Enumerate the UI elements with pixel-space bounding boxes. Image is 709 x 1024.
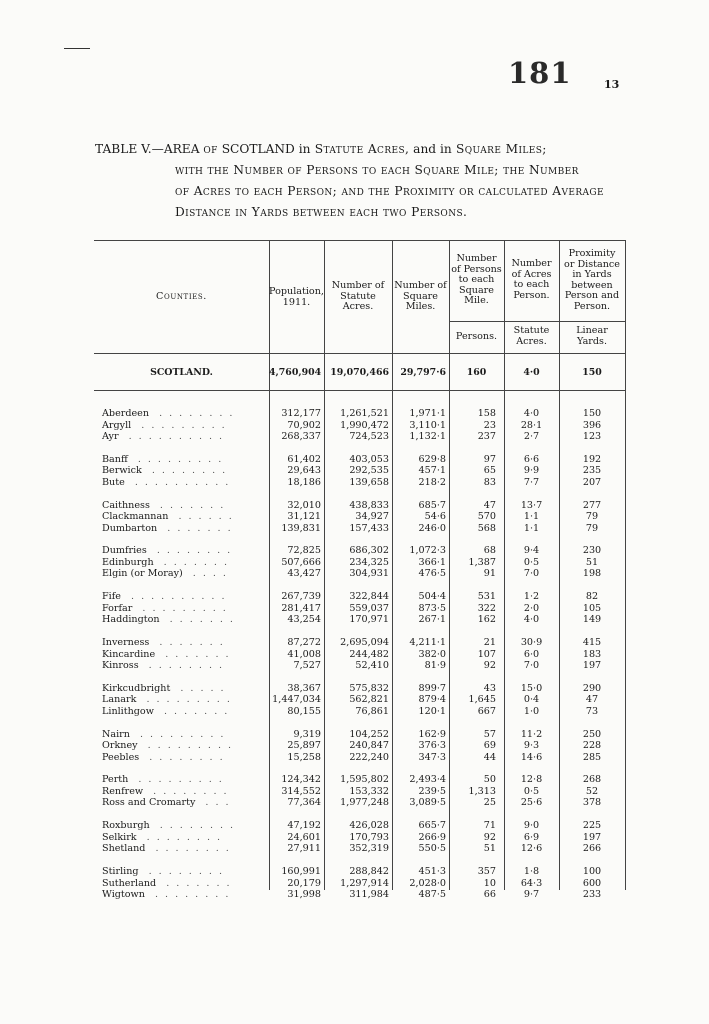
county-proximity: 197: [582, 831, 602, 843]
county-name: Inverness .......: [102, 637, 230, 648]
county-miles: 54·6: [424, 511, 446, 523]
county-acres-per: 11·2: [520, 728, 543, 740]
county-name: Kirkcudbright .....: [102, 682, 231, 694]
county-miles: 3,110·1: [409, 419, 446, 431]
county-proximity: 149: [582, 614, 602, 626]
county-name: Nairn .........: [102, 728, 231, 740]
county-acres-per: 1·1: [523, 511, 540, 523]
county-acres-per: 1·1: [523, 522, 540, 534]
subheader-linear-yards: Linear Yards.: [576, 325, 608, 347]
county-population: 124,342: [281, 774, 321, 786]
county-acres-per: 7·7: [523, 476, 540, 488]
county-acres: 52,410: [355, 660, 389, 671]
county-proximity: 150: [582, 408, 602, 419]
county-population: 314,552: [281, 785, 321, 797]
county-acres-per: 4·0: [523, 408, 540, 419]
county-acres: 288,842: [349, 866, 389, 877]
county-name: Fife ..........: [102, 591, 232, 603]
county-acres: 352,319: [349, 843, 389, 855]
county-name: Haddington .......: [102, 614, 240, 626]
county-acres: 311,984: [349, 889, 389, 900]
county-proximity: 73: [585, 705, 599, 717]
county-acres-per: 1·0: [523, 705, 540, 717]
county-name: Clackmannan ......: [102, 511, 239, 523]
county-proximity: 285: [582, 751, 602, 763]
county-persons: 43: [483, 682, 496, 694]
county-acres-per: 0·5: [523, 785, 540, 797]
county-acres: 104,252: [349, 728, 389, 740]
title-line-4: Distance in Yards between each two Persons.: [175, 205, 468, 219]
county-population: 160,991: [281, 866, 321, 877]
county-acres: 1,990,472: [340, 419, 389, 431]
county-name: Dumbarton .......: [102, 522, 238, 534]
county-acres: 322,844: [349, 591, 389, 603]
county-persons: 1,313: [468, 785, 496, 797]
county-population: 20,179: [287, 877, 321, 889]
county-miles: 1,132·1: [409, 431, 446, 442]
county-population: 27,911: [287, 843, 321, 855]
county-population: 61,402: [287, 453, 321, 465]
county-acres-per: 0·4: [523, 694, 540, 706]
county-acres-per: 25·6: [520, 797, 543, 809]
county-acres: 1,261,521: [340, 408, 389, 419]
county-acres-per: 6·0: [523, 648, 540, 660]
county-miles: 550·5: [418, 843, 446, 855]
county-proximity: 268: [582, 774, 602, 786]
county-miles: 476·5: [418, 568, 446, 580]
county-acres: 304,931: [349, 568, 389, 580]
county-acres-per: 9·4: [523, 545, 540, 557]
county-acres-per: 1·8: [523, 866, 540, 877]
county-name: Dumfries ........: [102, 545, 238, 557]
county-acres-per: 7·0: [523, 568, 540, 580]
county-persons: 158: [477, 408, 496, 419]
county-proximity: 230: [582, 545, 602, 557]
county-name: Berwick ........: [102, 465, 233, 477]
county-proximity: 225: [582, 820, 602, 832]
county-population: 312,177: [281, 408, 321, 419]
county-miles: 347·3: [418, 751, 446, 763]
county-population: 15,258: [287, 751, 321, 763]
county-population: 139,831: [281, 522, 321, 534]
county-proximity: 82: [585, 591, 599, 603]
county-acres: 686,302: [349, 545, 389, 557]
county-proximity: 250: [582, 728, 602, 740]
county-name: Peebles ........: [102, 751, 230, 763]
county-acres: 76,861: [355, 705, 389, 717]
total-acres-per-person: 4·0: [523, 367, 540, 378]
county-proximity: 290: [582, 682, 602, 694]
county-population: 1,447,034: [272, 694, 321, 706]
county-acres: 403,053: [349, 453, 389, 465]
county-population: 7,527: [293, 660, 321, 671]
county-population: 18,186: [287, 476, 321, 488]
county-miles: 665·7: [418, 820, 446, 832]
county-persons: 237: [477, 431, 496, 442]
county-persons: 57: [483, 728, 496, 740]
county-proximity: 192: [582, 453, 602, 465]
county-miles: 873·5: [418, 602, 446, 614]
total-population: 4,760,904: [269, 367, 322, 378]
county-name: Aberdeen ........: [102, 408, 240, 419]
county-acres-per: 9·3: [523, 740, 540, 752]
county-acres-per: 14·6: [520, 751, 543, 763]
county-acres: 222,240: [349, 751, 389, 763]
county-persons: 23: [483, 419, 496, 431]
column-rule-right: [625, 240, 626, 890]
county-miles: 899·7: [418, 682, 446, 694]
county-population: 24,601: [287, 831, 321, 843]
county-acres-per: 2·7: [523, 431, 540, 442]
county-persons: 44: [483, 751, 496, 763]
county-population: 31,121: [287, 511, 321, 523]
county-population: 87,272: [287, 637, 321, 648]
county-acres-per: 6·6: [523, 453, 540, 465]
county-population: 29,643: [287, 465, 321, 477]
county-name: Elgin (or Moray) ....: [102, 568, 233, 580]
county-acres-per: 1·2: [523, 591, 540, 603]
title-line-2: with the Number of Persons to each Square Mile; the Number: [175, 163, 579, 177]
county-acres: 2,695,094: [340, 637, 389, 648]
county-name: Shetland ........: [102, 843, 236, 855]
header-bottom-rule: [94, 353, 625, 354]
county-miles: 451·3: [418, 866, 446, 877]
county-proximity: 415: [582, 637, 602, 648]
margin-dash: [64, 48, 90, 49]
county-miles: 2,493·4: [409, 774, 446, 786]
county-name: Banff .........: [102, 453, 229, 465]
county-population: 47,192: [287, 820, 321, 832]
county-acres-per: 12·8: [520, 774, 543, 786]
handwritten-page-number: 181: [508, 56, 572, 90]
county-proximity: 277: [582, 499, 602, 511]
county-persons: 83: [483, 476, 496, 488]
county-proximity: 79: [585, 511, 599, 523]
county-proximity: 197: [582, 660, 602, 671]
county-persons: 357: [477, 866, 496, 877]
county-acres: 170,793: [349, 831, 389, 843]
county-miles: 376·3: [418, 740, 446, 752]
county-proximity: 233: [582, 889, 602, 900]
county-persons: 568: [477, 522, 496, 534]
county-acres-per: 4·0: [523, 614, 540, 626]
county-miles: 239·5: [418, 785, 446, 797]
county-miles: 266·9: [418, 831, 446, 843]
county-persons: 71: [483, 820, 496, 832]
county-miles: 218·2: [418, 476, 446, 488]
total-row-bottom-rule: [94, 390, 625, 391]
county-proximity: 228: [582, 740, 602, 752]
county-name: Edinburgh .......: [102, 556, 235, 568]
county-population: 70,902: [287, 419, 321, 431]
county-acres-per: 9·0: [523, 820, 540, 832]
county-name: Selkirk ........: [102, 831, 228, 843]
county-proximity: 378: [582, 797, 602, 809]
county-acres-per: 13·7: [520, 499, 543, 511]
county-miles: 629·8: [418, 453, 446, 465]
county-acres-per: 9·7: [523, 889, 540, 900]
county-persons: 162: [477, 614, 496, 626]
county-acres: 170,971: [349, 614, 389, 626]
county-population: 80,155: [287, 705, 321, 717]
header-population: Population, 1911.: [269, 286, 324, 308]
county-name: Perth .........: [102, 774, 229, 786]
county-miles: 120·1: [418, 705, 446, 717]
county-name: Forfar .........: [102, 602, 233, 614]
county-miles: 487·5: [418, 889, 446, 900]
county-name: Stirling ........: [102, 866, 229, 877]
county-name: Ayr ..........: [102, 431, 230, 442]
county-miles: 504·4: [418, 591, 446, 603]
county-acres: 153,332: [349, 785, 389, 797]
county-population: 32,010: [287, 499, 321, 511]
county-population: 41,008: [287, 648, 321, 660]
county-persons: 97: [483, 453, 496, 465]
county-acres: 292,535: [349, 465, 389, 477]
county-persons: 107: [477, 648, 496, 660]
county-persons: 92: [483, 660, 496, 671]
county-acres: 157,433: [349, 522, 389, 534]
county-persons: 51: [483, 843, 496, 855]
subheader-rule: [449, 321, 625, 322]
county-acres-per: 9·9: [523, 465, 540, 477]
printed-page-number: 13: [604, 78, 620, 91]
county-miles: 879·4: [418, 694, 446, 706]
county-name: Sutherland .......: [102, 877, 237, 889]
county-population: 43,254: [287, 614, 321, 626]
county-miles: 1,971·1: [409, 408, 446, 419]
header-counties: Counties.: [156, 291, 207, 302]
county-name: Ross and Cromarty ...: [102, 797, 236, 809]
table-top-rule: [94, 240, 625, 241]
county-name: Kincardine .......: [102, 648, 236, 660]
county-miles: 162·9: [418, 728, 446, 740]
county-persons: 91: [483, 568, 496, 580]
county-persons: 322: [477, 602, 496, 614]
county-miles: 1,072·3: [409, 545, 446, 557]
county-proximity: 47: [585, 694, 599, 706]
title-line-3: of Acres to each Person; and the Proximity or calculated Average: [175, 184, 604, 198]
county-acres-per: 15·0: [520, 682, 543, 694]
county-name: Roxburgh ........: [102, 820, 241, 832]
total-miles: 29,797·6: [400, 367, 446, 378]
county-persons: 531: [477, 591, 496, 603]
county-acres-per: 64·3: [520, 877, 543, 889]
county-population: 31,998: [287, 889, 321, 900]
county-population: 72,825: [287, 545, 321, 557]
subheader-persons: Persons.: [455, 331, 498, 342]
table-title: [95, 139, 625, 223]
county-acres: 1,595,802: [340, 774, 389, 786]
county-proximity: 207: [582, 476, 602, 488]
total-acres: 19,070,466: [330, 367, 389, 378]
county-acres-per: 12·6: [520, 843, 543, 855]
county-population: 25,897: [287, 740, 321, 752]
title-line-1: TABLE V.—AREA of SCOTLAND in Statute Acres, and in Square Miles;: [95, 142, 547, 156]
county-population: 281,417: [281, 602, 321, 614]
county-proximity: 266: [582, 843, 602, 855]
county-acres-per: 7·0: [523, 660, 540, 671]
county-proximity: 235: [582, 465, 602, 477]
total-name: SCOTLAND.: [150, 367, 213, 378]
county-persons: 667: [477, 705, 496, 717]
county-proximity: 100: [582, 866, 602, 877]
header-statute-acres: Number of Statute Acres.: [331, 280, 385, 312]
county-miles: 81·9: [424, 660, 446, 671]
county-persons: 21: [483, 637, 496, 648]
header-persons-per-mile: Number of Persons to each Square Mile.: [451, 253, 502, 306]
county-acres: 559,037: [349, 602, 389, 614]
county-acres: 1,297,914: [340, 877, 389, 889]
county-persons: 92: [483, 831, 496, 843]
county-persons: 50: [483, 774, 496, 786]
county-name: Argyll .........: [102, 419, 232, 431]
county-proximity: 600: [582, 877, 602, 889]
county-miles: 2,028·0: [409, 877, 446, 889]
county-persons: 65: [483, 465, 496, 477]
county-acres: 234,325: [349, 556, 389, 568]
county-acres: 244,482: [349, 648, 389, 660]
header-proximity: Proximity or Distance in Yards between Person and Person.: [564, 248, 620, 312]
county-acres-per: 6·9: [523, 831, 540, 843]
county-name: Orkney .........: [102, 740, 239, 752]
county-persons: 47: [483, 499, 496, 511]
county-miles: 3,089·5: [409, 797, 446, 809]
total-persons: 160: [466, 367, 487, 378]
county-acres: 438,833: [349, 499, 389, 511]
county-persons: 570: [477, 511, 496, 523]
county-acres-per: 2·0: [523, 602, 540, 614]
county-persons: 68: [483, 545, 496, 557]
county-proximity: 52: [585, 785, 599, 797]
county-name: Bute ..........: [102, 476, 236, 488]
county-name: Wigtown ........: [102, 889, 236, 900]
county-acres-per: 0·5: [523, 556, 540, 568]
county-miles: 267·1: [418, 614, 446, 626]
county-persons: 69: [483, 740, 496, 752]
county-proximity: 198: [582, 568, 602, 580]
county-persons: 1,387: [468, 556, 496, 568]
county-acres: 139,658: [349, 476, 389, 488]
subheader-statute-acres: Statute Acres.: [513, 325, 550, 347]
county-miles: 366·1: [418, 556, 446, 568]
county-acres-per: 30·9: [520, 637, 543, 648]
county-persons: 25: [483, 797, 496, 809]
county-population: 9,319: [293, 728, 321, 740]
county-persons: 1,645: [468, 694, 496, 706]
total-proximity: 150: [582, 367, 602, 378]
county-acres-per: 28·1: [520, 419, 543, 431]
county-name: Lanark .........: [102, 694, 237, 706]
county-acres: 575,832: [349, 682, 389, 694]
county-acres: 724,523: [349, 431, 389, 442]
county-population: 77,364: [287, 797, 321, 809]
county-miles: 246·0: [418, 522, 446, 534]
county-acres: 34,927: [355, 511, 389, 523]
header-square-miles: Number of Square Miles.: [394, 280, 447, 312]
county-name: Caithness .......: [102, 499, 231, 511]
county-persons: 66: [483, 889, 496, 900]
county-persons: 10: [483, 877, 496, 889]
county-name: Kinross ........: [102, 660, 230, 671]
county-miles: 4,211·1: [409, 637, 446, 648]
county-miles: 457·1: [418, 465, 446, 477]
county-proximity: 51: [585, 556, 599, 568]
county-acres: 426,028: [349, 820, 389, 832]
county-acres: 1,977,248: [340, 797, 389, 809]
county-population: 268,337: [281, 431, 321, 442]
county-proximity: 183: [582, 648, 602, 660]
county-population: 38,367: [287, 682, 321, 694]
county-name: Linlithgow .......: [102, 705, 235, 717]
county-population: 507,666: [281, 556, 321, 568]
county-name: Renfrew ........: [102, 785, 234, 797]
county-acres: 240,847: [349, 740, 389, 752]
county-miles: 382·0: [418, 648, 446, 660]
area-table: [94, 240, 625, 900]
county-miles: 685·7: [418, 499, 446, 511]
county-population: 43,427: [287, 568, 321, 580]
county-proximity: 105: [582, 602, 602, 614]
county-acres: 562,821: [349, 694, 389, 706]
county-proximity: 396: [582, 419, 602, 431]
county-proximity: 123: [582, 431, 602, 442]
header-acres-per-person: Number of Acres to each Person.: [511, 258, 552, 301]
county-proximity: 79: [585, 522, 599, 534]
county-population: 267,739: [281, 591, 321, 603]
